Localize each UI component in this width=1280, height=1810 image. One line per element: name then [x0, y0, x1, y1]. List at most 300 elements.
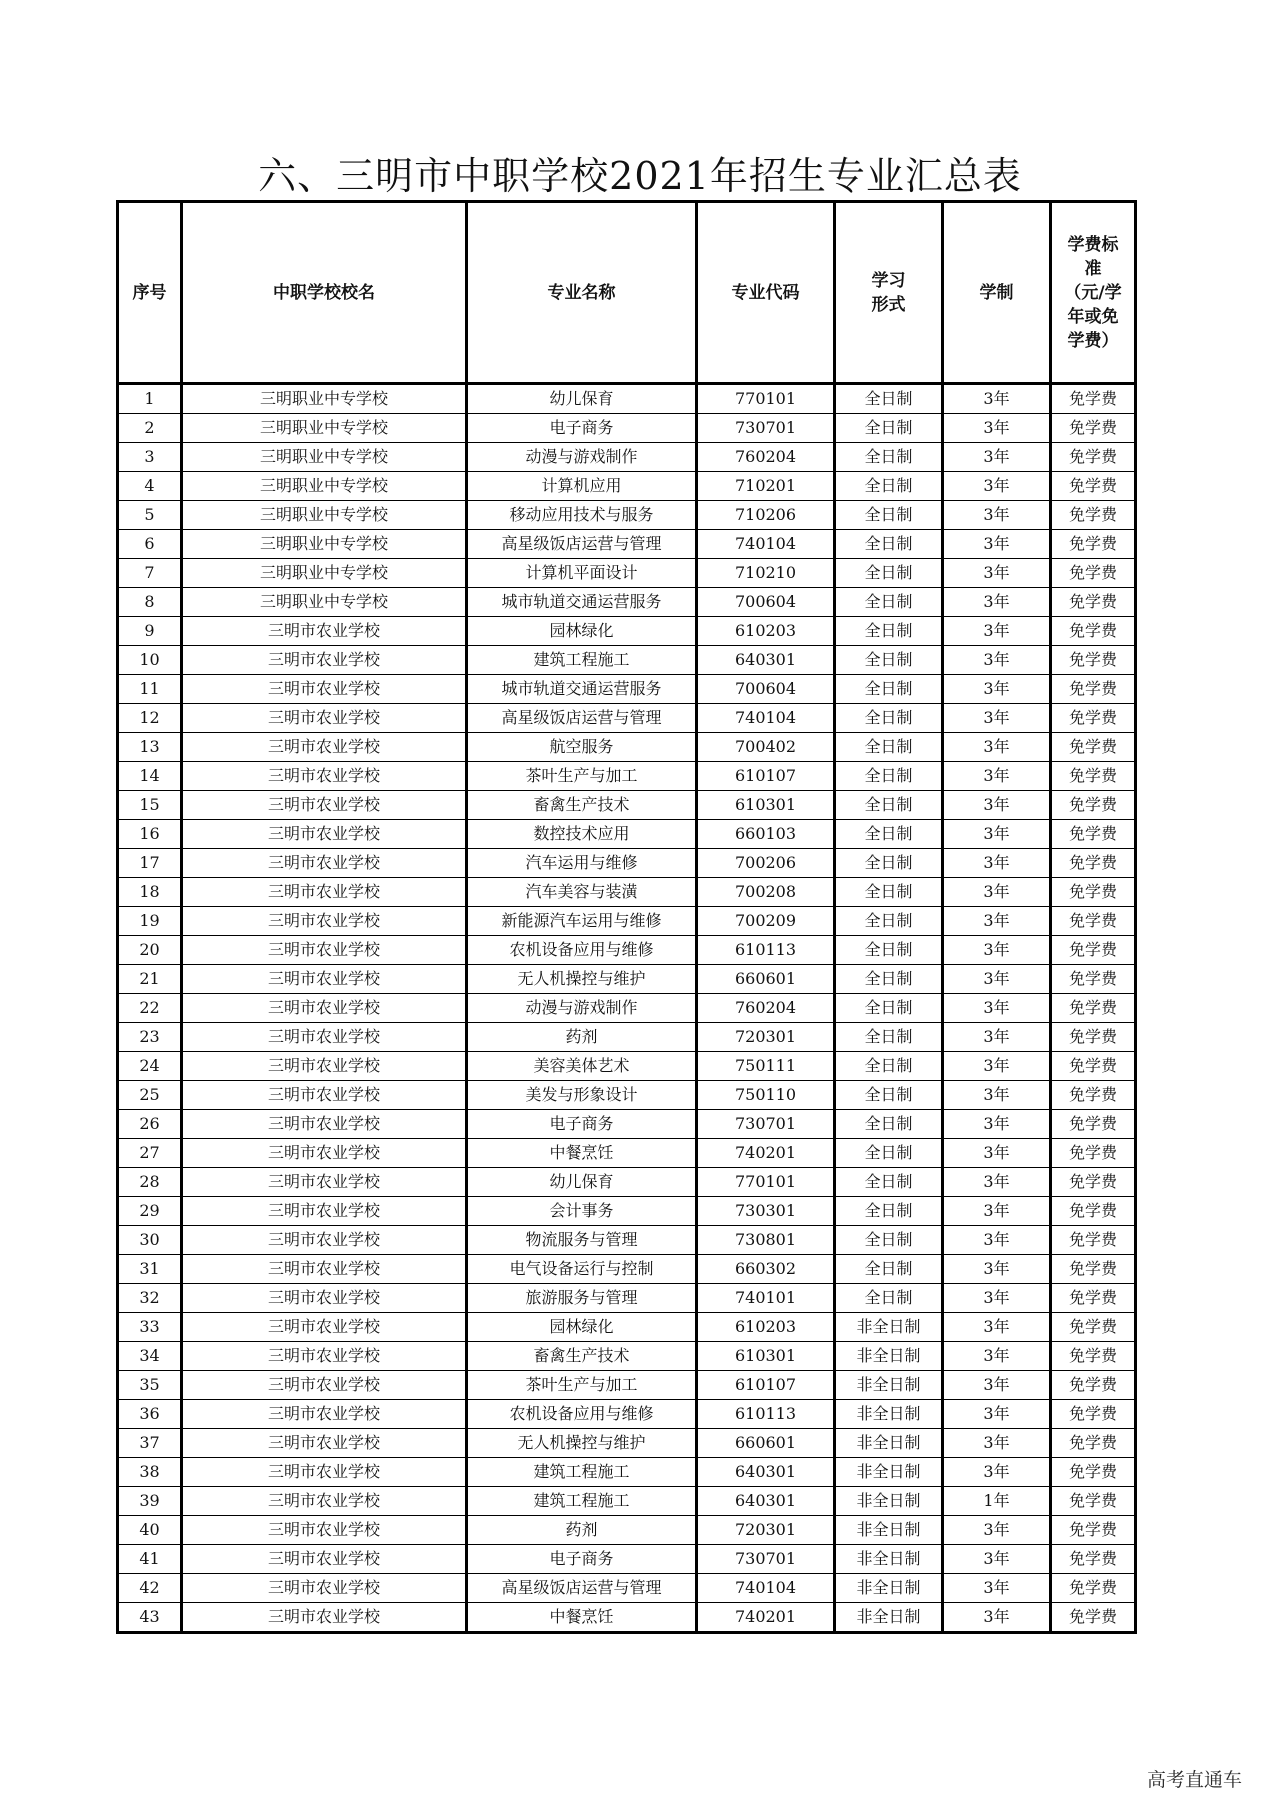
cell-num: 22	[118, 994, 182, 1023]
cell-form: 非全日制	[835, 1313, 943, 1342]
cell-fee: 免学费	[1051, 675, 1136, 704]
cell-form: 全日制	[835, 1168, 943, 1197]
header-fee: 学费标 准 （元/学 年或免 学费）	[1051, 202, 1136, 384]
cell-years: 3年	[943, 675, 1051, 704]
cell-years: 3年	[943, 1139, 1051, 1168]
cell-years: 3年	[943, 1545, 1051, 1574]
table-row	[118, 617, 1136, 646]
table-row	[118, 762, 1136, 791]
cell-code: 700206	[697, 849, 835, 878]
cell-years: 3年	[943, 1458, 1051, 1487]
enrollment-table	[116, 200, 1137, 1634]
cell-years: 3年	[943, 559, 1051, 588]
cell-fee: 免学费	[1051, 1226, 1136, 1255]
cell-code: 700208	[697, 878, 835, 907]
cell-years: 3年	[943, 791, 1051, 820]
cell-major: 旅游服务与管理	[467, 1284, 697, 1313]
cell-school: 三明职业中专学校	[182, 443, 467, 472]
cell-major: 农机设备应用与维修	[467, 1400, 697, 1429]
cell-code: 710201	[697, 472, 835, 501]
cell-fee: 免学费	[1051, 617, 1136, 646]
cell-num: 10	[118, 646, 182, 675]
cell-form: 全日制	[835, 994, 943, 1023]
cell-major: 城市轨道交通运营服务	[467, 675, 697, 704]
cell-school: 三明市农业学校	[182, 646, 467, 675]
table-row	[118, 1139, 1136, 1168]
cell-num: 28	[118, 1168, 182, 1197]
cell-school: 三明市农业学校	[182, 1139, 467, 1168]
cell-years: 3年	[943, 1516, 1051, 1545]
cell-years: 3年	[943, 1081, 1051, 1110]
cell-school: 三明市农业学校	[182, 1400, 467, 1429]
cell-fee: 免学费	[1051, 1110, 1136, 1139]
cell-num: 11	[118, 675, 182, 704]
cell-num: 24	[118, 1052, 182, 1081]
cell-years: 3年	[943, 414, 1051, 443]
cell-major: 畜禽生产技术	[467, 791, 697, 820]
cell-major: 航空服务	[467, 733, 697, 762]
cell-form: 全日制	[835, 1052, 943, 1081]
cell-form: 全日制	[835, 907, 943, 936]
cell-code: 610113	[697, 1400, 835, 1429]
cell-fee: 免学费	[1051, 1052, 1136, 1081]
cell-school: 三明市农业学校	[182, 936, 467, 965]
cell-years: 3年	[943, 617, 1051, 646]
cell-code: 710206	[697, 501, 835, 530]
cell-num: 35	[118, 1371, 182, 1400]
cell-school: 三明职业中专学校	[182, 501, 467, 530]
cell-major: 茶叶生产与加工	[467, 1371, 697, 1400]
cell-years: 3年	[943, 1168, 1051, 1197]
cell-form: 非全日制	[835, 1400, 943, 1429]
cell-major: 城市轨道交通运营服务	[467, 588, 697, 617]
cell-code: 640301	[697, 1487, 835, 1516]
cell-school: 三明市农业学校	[182, 1545, 467, 1574]
cell-school: 三明市农业学校	[182, 965, 467, 994]
cell-form: 非全日制	[835, 1458, 943, 1487]
cell-fee: 免学费	[1051, 646, 1136, 675]
cell-years: 3年	[943, 530, 1051, 559]
cell-fee: 免学费	[1051, 1168, 1136, 1197]
cell-fee: 免学费	[1051, 1516, 1136, 1545]
cell-years: 3年	[943, 704, 1051, 733]
cell-school: 三明市农业学校	[182, 791, 467, 820]
table-row	[118, 907, 1136, 936]
cell-num: 42	[118, 1574, 182, 1603]
cell-fee: 免学费	[1051, 1342, 1136, 1371]
cell-code: 720301	[697, 1516, 835, 1545]
cell-school: 三明市农业学校	[182, 1052, 467, 1081]
cell-form: 全日制	[835, 1023, 943, 1052]
cell-school: 三明市农业学校	[182, 1284, 467, 1313]
cell-code: 730701	[697, 414, 835, 443]
cell-num: 25	[118, 1081, 182, 1110]
cell-major: 计算机应用	[467, 472, 697, 501]
table-row	[118, 936, 1136, 965]
cell-fee: 免学费	[1051, 1023, 1136, 1052]
cell-form: 全日制	[835, 1110, 943, 1139]
cell-years: 3年	[943, 1197, 1051, 1226]
table-row	[118, 559, 1136, 588]
cell-school: 三明市农业学校	[182, 1255, 467, 1284]
table-row	[118, 1429, 1136, 1458]
cell-fee: 免学费	[1051, 1545, 1136, 1574]
cell-school: 三明职业中专学校	[182, 384, 467, 414]
cell-fee: 免学费	[1051, 501, 1136, 530]
cell-years: 3年	[943, 1342, 1051, 1371]
cell-code: 740104	[697, 704, 835, 733]
cell-num: 34	[118, 1342, 182, 1371]
cell-code: 700402	[697, 733, 835, 762]
cell-num: 29	[118, 1197, 182, 1226]
cell-num: 19	[118, 907, 182, 936]
cell-code: 730701	[697, 1545, 835, 1574]
table-row	[118, 1487, 1136, 1516]
cell-num: 17	[118, 849, 182, 878]
cell-fee: 免学费	[1051, 791, 1136, 820]
page-title: 六、三明市中职学校2021年招生专业汇总表	[258, 154, 1022, 198]
cell-form: 全日制	[835, 704, 943, 733]
table-row	[118, 1197, 1136, 1226]
cell-years: 3年	[943, 907, 1051, 936]
cell-fee: 免学费	[1051, 936, 1136, 965]
cell-school: 三明市农业学校	[182, 849, 467, 878]
cell-form: 全日制	[835, 617, 943, 646]
watermark: 高考直通车	[1146, 1769, 1242, 1791]
cell-code: 610203	[697, 1313, 835, 1342]
cell-years: 3年	[943, 1226, 1051, 1255]
cell-school: 三明职业中专学校	[182, 414, 467, 443]
cell-major: 无人机操控与维护	[467, 1429, 697, 1458]
cell-years: 3年	[943, 820, 1051, 849]
cell-school: 三明市农业学校	[182, 1313, 467, 1342]
cell-school: 三明职业中专学校	[182, 530, 467, 559]
cell-fee: 免学费	[1051, 1371, 1136, 1400]
cell-school: 三明市农业学校	[182, 1168, 467, 1197]
cell-code: 750110	[697, 1081, 835, 1110]
header-form: 学习 形式	[835, 202, 943, 384]
cell-num: 3	[118, 443, 182, 472]
cell-major: 高星级饭店运营与管理	[467, 1574, 697, 1603]
cell-code: 770101	[697, 384, 835, 414]
table-row	[118, 878, 1136, 907]
cell-num: 40	[118, 1516, 182, 1545]
cell-num: 15	[118, 791, 182, 820]
cell-form: 全日制	[835, 936, 943, 965]
cell-years: 3年	[943, 878, 1051, 907]
cell-school: 三明市农业学校	[182, 994, 467, 1023]
table-row	[118, 849, 1136, 878]
cell-form: 非全日制	[835, 1574, 943, 1603]
cell-num: 1	[118, 384, 182, 414]
cell-school: 三明市农业学校	[182, 1197, 467, 1226]
cell-years: 3年	[943, 1052, 1051, 1081]
cell-num: 18	[118, 878, 182, 907]
cell-num: 41	[118, 1545, 182, 1574]
table-row	[118, 1110, 1136, 1139]
cell-num: 23	[118, 1023, 182, 1052]
header-num: 序号	[118, 202, 182, 384]
cell-code: 700604	[697, 588, 835, 617]
cell-school: 三明市农业学校	[182, 1371, 467, 1400]
cell-years: 3年	[943, 501, 1051, 530]
cell-years: 3年	[943, 733, 1051, 762]
cell-form: 全日制	[835, 1284, 943, 1313]
cell-major: 园林绿化	[467, 1313, 697, 1342]
cell-form: 全日制	[835, 791, 943, 820]
table-row	[118, 1313, 1136, 1342]
cell-num: 16	[118, 820, 182, 849]
cell-major: 高星级饭店运营与管理	[467, 704, 697, 733]
cell-years: 3年	[943, 1313, 1051, 1342]
cell-major: 数控技术应用	[467, 820, 697, 849]
cell-years: 3年	[943, 443, 1051, 472]
cell-major: 建筑工程施工	[467, 1487, 697, 1516]
cell-form: 全日制	[835, 849, 943, 878]
cell-school: 三明职业中专学校	[182, 559, 467, 588]
cell-major: 新能源汽车运用与维修	[467, 907, 697, 936]
cell-fee: 免学费	[1051, 1284, 1136, 1313]
cell-code: 730701	[697, 1110, 835, 1139]
cell-school: 三明市农业学校	[182, 675, 467, 704]
table-row	[118, 1342, 1136, 1371]
table-row	[118, 965, 1136, 994]
cell-fee: 免学费	[1051, 1458, 1136, 1487]
cell-years: 3年	[943, 1371, 1051, 1400]
cell-form: 全日制	[835, 733, 943, 762]
cell-school: 三明市农业学校	[182, 1226, 467, 1255]
table-row	[118, 646, 1136, 675]
cell-fee: 免学费	[1051, 1487, 1136, 1516]
cell-major: 药剂	[467, 1023, 697, 1052]
cell-code: 760204	[697, 994, 835, 1023]
cell-years: 3年	[943, 1255, 1051, 1284]
header-code: 专业代码	[697, 202, 835, 384]
cell-code: 740101	[697, 1284, 835, 1313]
cell-major: 电气设备运行与控制	[467, 1255, 697, 1284]
cell-code: 740201	[697, 1139, 835, 1168]
cell-major: 农机设备应用与维修	[467, 936, 697, 965]
cell-fee: 免学费	[1051, 1139, 1136, 1168]
table-row	[118, 675, 1136, 704]
cell-num: 26	[118, 1110, 182, 1139]
cell-years: 1年	[943, 1487, 1051, 1516]
cell-code: 770101	[697, 1168, 835, 1197]
header-school: 中职学校校名	[182, 202, 467, 384]
cell-code: 700209	[697, 907, 835, 936]
header-row	[118, 202, 1136, 384]
cell-fee: 免学费	[1051, 443, 1136, 472]
cell-school: 三明职业中专学校	[182, 472, 467, 501]
cell-years: 3年	[943, 472, 1051, 501]
cell-years: 3年	[943, 936, 1051, 965]
cell-fee: 免学费	[1051, 878, 1136, 907]
table-row	[118, 1023, 1136, 1052]
cell-major: 物流服务与管理	[467, 1226, 697, 1255]
cell-school: 三明市农业学校	[182, 1516, 467, 1545]
cell-school: 三明职业中专学校	[182, 588, 467, 617]
cell-fee: 免学费	[1051, 965, 1136, 994]
cell-school: 三明市农业学校	[182, 1487, 467, 1516]
cell-form: 全日制	[835, 472, 943, 501]
cell-major: 园林绿化	[467, 617, 697, 646]
cell-fee: 免学费	[1051, 559, 1136, 588]
cell-form: 非全日制	[835, 1516, 943, 1545]
cell-school: 三明市农业学校	[182, 1574, 467, 1603]
cell-fee: 免学费	[1051, 1400, 1136, 1429]
cell-num: 8	[118, 588, 182, 617]
cell-years: 3年	[943, 1400, 1051, 1429]
cell-code: 610301	[697, 1342, 835, 1371]
cell-years: 3年	[943, 1110, 1051, 1139]
cell-form: 非全日制	[835, 1545, 943, 1574]
cell-years: 3年	[943, 849, 1051, 878]
cell-fee: 免学费	[1051, 1603, 1136, 1633]
cell-fee: 免学费	[1051, 588, 1136, 617]
cell-fee: 免学费	[1051, 414, 1136, 443]
cell-school: 三明市农业学校	[182, 1603, 467, 1633]
cell-num: 32	[118, 1284, 182, 1313]
cell-major: 电子商务	[467, 1110, 697, 1139]
cell-fee: 免学费	[1051, 1081, 1136, 1110]
cell-fee: 免学费	[1051, 1255, 1136, 1284]
cell-major: 电子商务	[467, 1545, 697, 1574]
cell-school: 三明市农业学校	[182, 704, 467, 733]
cell-major: 会计事务	[467, 1197, 697, 1226]
cell-form: 全日制	[835, 1139, 943, 1168]
cell-major: 美发与形象设计	[467, 1081, 697, 1110]
cell-form: 全日制	[835, 646, 943, 675]
table-row	[118, 994, 1136, 1023]
cell-fee: 免学费	[1051, 762, 1136, 791]
cell-form: 全日制	[835, 443, 943, 472]
cell-code: 740201	[697, 1603, 835, 1633]
cell-code: 700604	[697, 675, 835, 704]
cell-code: 610113	[697, 936, 835, 965]
cell-school: 三明市农业学校	[182, 1023, 467, 1052]
cell-major: 药剂	[467, 1516, 697, 1545]
cell-form: 全日制	[835, 1255, 943, 1284]
cell-years: 3年	[943, 1284, 1051, 1313]
cell-num: 14	[118, 762, 182, 791]
cell-major: 建筑工程施工	[467, 646, 697, 675]
cell-fee: 免学费	[1051, 907, 1136, 936]
cell-years: 3年	[943, 994, 1051, 1023]
cell-code: 610107	[697, 762, 835, 791]
table-row	[118, 501, 1136, 530]
cell-form: 全日制	[835, 384, 943, 414]
cell-code: 660601	[697, 965, 835, 994]
cell-years: 3年	[943, 965, 1051, 994]
cell-code: 740104	[697, 530, 835, 559]
cell-code: 750111	[697, 1052, 835, 1081]
cell-num: 5	[118, 501, 182, 530]
cell-code: 720301	[697, 1023, 835, 1052]
cell-years: 3年	[943, 1574, 1051, 1603]
cell-num: 13	[118, 733, 182, 762]
cell-major: 汽车美容与装潢	[467, 878, 697, 907]
cell-years: 3年	[943, 646, 1051, 675]
cell-school: 三明市农业学校	[182, 1429, 467, 1458]
table-row	[118, 820, 1136, 849]
cell-major: 幼儿保育	[467, 1168, 697, 1197]
cell-fee: 免学费	[1051, 1574, 1136, 1603]
cell-code: 640301	[697, 1458, 835, 1487]
cell-major: 美容美体艺术	[467, 1052, 697, 1081]
cell-num: 6	[118, 530, 182, 559]
cell-fee: 免学费	[1051, 733, 1136, 762]
cell-major: 建筑工程施工	[467, 1458, 697, 1487]
cell-form: 全日制	[835, 762, 943, 791]
cell-form: 全日制	[835, 559, 943, 588]
table-row	[118, 1081, 1136, 1110]
cell-form: 全日制	[835, 588, 943, 617]
cell-code: 730801	[697, 1226, 835, 1255]
cell-years: 3年	[943, 1603, 1051, 1633]
cell-fee: 免学费	[1051, 384, 1136, 414]
table-row	[118, 1255, 1136, 1284]
cell-form: 非全日制	[835, 1429, 943, 1458]
cell-code: 610301	[697, 791, 835, 820]
cell-form: 全日制	[835, 1081, 943, 1110]
cell-code: 730301	[697, 1197, 835, 1226]
cell-form: 非全日制	[835, 1603, 943, 1633]
table-row	[118, 1052, 1136, 1081]
cell-major: 动漫与游戏制作	[467, 994, 697, 1023]
table-row	[118, 1458, 1136, 1487]
cell-num: 37	[118, 1429, 182, 1458]
cell-num: 27	[118, 1139, 182, 1168]
cell-code: 760204	[697, 443, 835, 472]
cell-years: 3年	[943, 762, 1051, 791]
cell-years: 3年	[943, 1429, 1051, 1458]
cell-major: 动漫与游戏制作	[467, 443, 697, 472]
cell-years: 3年	[943, 384, 1051, 414]
cell-major: 幼儿保育	[467, 384, 697, 414]
cell-num: 38	[118, 1458, 182, 1487]
table-row	[118, 472, 1136, 501]
cell-num: 33	[118, 1313, 182, 1342]
table-row	[118, 704, 1136, 733]
cell-form: 全日制	[835, 965, 943, 994]
table-body	[118, 384, 1136, 1633]
table-row	[118, 1371, 1136, 1400]
cell-code: 610107	[697, 1371, 835, 1400]
table-row	[118, 588, 1136, 617]
table-row	[118, 791, 1136, 820]
cell-major: 汽车运用与维修	[467, 849, 697, 878]
table-row	[118, 1516, 1136, 1545]
table-row	[118, 1574, 1136, 1603]
cell-code: 740104	[697, 1574, 835, 1603]
cell-num: 36	[118, 1400, 182, 1429]
cell-school: 三明市农业学校	[182, 820, 467, 849]
cell-major: 高星级饭店运营与管理	[467, 530, 697, 559]
cell-form: 全日制	[835, 675, 943, 704]
cell-form: 全日制	[835, 530, 943, 559]
cell-fee: 免学费	[1051, 820, 1136, 849]
cell-major: 茶叶生产与加工	[467, 762, 697, 791]
cell-num: 9	[118, 617, 182, 646]
table-row	[118, 1545, 1136, 1574]
cell-form: 非全日制	[835, 1342, 943, 1371]
table-row	[118, 1603, 1136, 1633]
cell-form: 全日制	[835, 1226, 943, 1255]
cell-major: 电子商务	[467, 414, 697, 443]
cell-code: 710210	[697, 559, 835, 588]
cell-code: 660302	[697, 1255, 835, 1284]
cell-fee: 免学费	[1051, 530, 1136, 559]
